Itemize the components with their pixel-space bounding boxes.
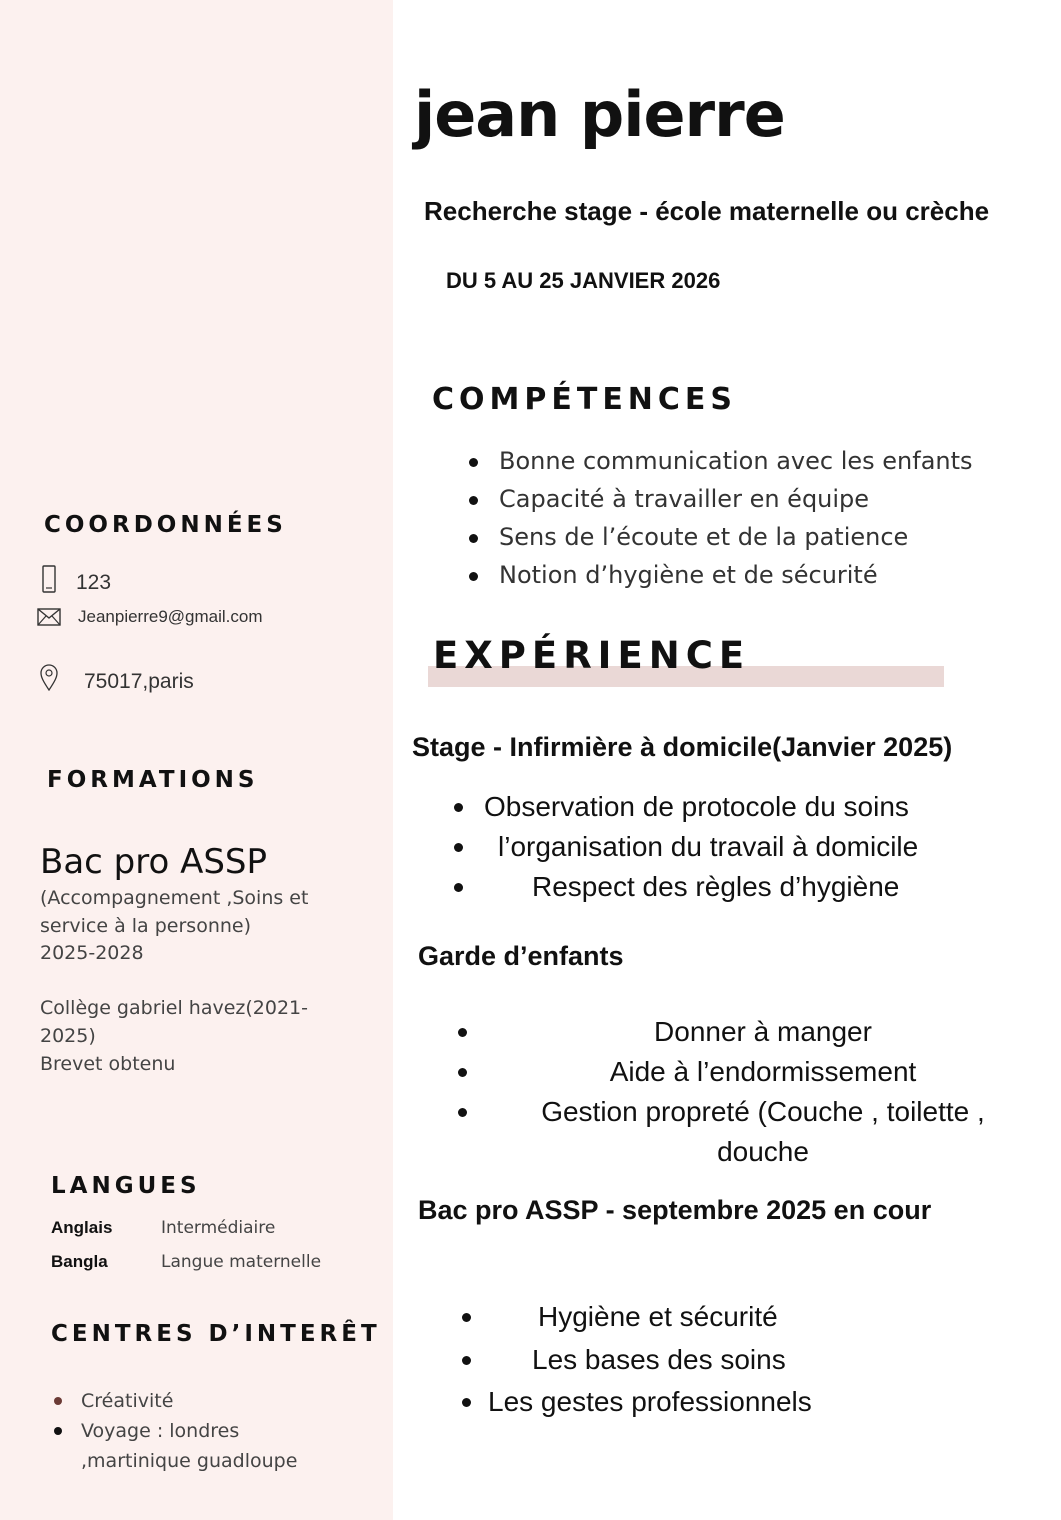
skills-section-title: COMPÉTENCES xyxy=(432,382,738,417)
college-line: 2025) xyxy=(40,1025,96,1047)
skill-item: Capacité à travailler en équipe xyxy=(469,485,973,523)
language-level: Langue maternelle xyxy=(161,1252,322,1272)
experience-item: Les bases des soins xyxy=(502,1340,902,1380)
interest-label: Voyage : londres xyxy=(81,1420,240,1442)
phone-icon xyxy=(36,565,62,593)
formations-section-title: FORMATIONS xyxy=(47,767,259,793)
experience-item: Donner à manger xyxy=(498,1012,1028,1052)
bullet-icon xyxy=(54,1397,62,1405)
job-search-subtitle: Recherche stage - école maternelle ou crèche xyxy=(424,196,990,226)
skill-item: Sens de l’écoute et de la patience xyxy=(469,523,973,561)
address-text: 75017,paris xyxy=(84,670,194,693)
experience-list xyxy=(498,1012,1028,1172)
interest-item xyxy=(54,1416,297,1446)
interest-item-continuation: ,martinique guadloupe xyxy=(81,1450,298,1472)
college-details xyxy=(40,994,308,1078)
degree-detail-line: 2025-2028 xyxy=(40,942,144,964)
language-name: Anglais xyxy=(51,1218,113,1237)
location-pin-icon xyxy=(36,663,62,691)
experience-list xyxy=(484,787,974,907)
degree-detail-line: service à la personne) xyxy=(40,914,252,937)
college-line: Brevet obtenu xyxy=(40,1053,176,1075)
languages-section-title: LANGUES xyxy=(51,1173,201,1199)
skill-item: Bonne communication avec les enfants xyxy=(469,447,973,485)
skill-item: Notion d’hygiène et de sécurité xyxy=(469,561,973,599)
candidate-name: jean pierre xyxy=(414,78,785,151)
interests-section-title: CENTRES D’INTERÊT xyxy=(51,1321,381,1347)
degree-title: Bac pro ASSP xyxy=(40,842,268,882)
experience-item: Les gestes professionnels xyxy=(502,1382,902,1422)
bullet-icon xyxy=(54,1427,62,1435)
skills-list xyxy=(469,447,973,599)
experience-item-continuation: douche xyxy=(717,1136,809,1167)
language-name: Bangla xyxy=(51,1252,108,1271)
experience-item: Aide à l’endormissement xyxy=(498,1052,1028,1092)
experience-item: Respect des règles d’hygiène xyxy=(494,867,974,907)
email-address: Jeanpierre9@gmail.com xyxy=(78,607,263,626)
experience-item: Hygiène et sécurité xyxy=(502,1297,902,1337)
contact-email xyxy=(36,607,263,627)
interests-list xyxy=(54,1386,297,1476)
sidebar xyxy=(0,0,393,1520)
degree-details xyxy=(40,885,308,968)
experience-heading: Stage - Infirmière à domicile(Janvier 2025) xyxy=(412,732,953,762)
mail-icon xyxy=(36,608,62,626)
phone-number: 123 xyxy=(76,571,112,594)
contact-address xyxy=(36,660,194,694)
language-row xyxy=(51,1252,321,1272)
availability-dates: DU 5 AU 25 JANVIER 2026 xyxy=(446,268,721,293)
language-row xyxy=(51,1218,275,1238)
experience-section-title: EXPÉRIENCE xyxy=(433,634,751,677)
language-level: Intermédiaire xyxy=(161,1218,276,1238)
experience-list xyxy=(488,1297,902,1422)
contact-section-title: COORDONNÉES xyxy=(44,512,287,538)
interest-item xyxy=(54,1386,297,1416)
experience-item: Gestion propreté (Couche , toilette , xyxy=(498,1092,1028,1132)
experience-heading: Garde d’enfants xyxy=(418,941,624,971)
experience-item: Observation de protocole du soins xyxy=(494,787,974,827)
experience-heading: Bac pro ASSP - septembre 2025 en cour xyxy=(418,1195,932,1225)
interest-label: Créativité xyxy=(81,1390,174,1412)
experience-item: l’organisation du travail à domicile xyxy=(494,827,974,867)
college-line: Collège gabriel havez(2021- xyxy=(40,997,309,1019)
contact-phone xyxy=(36,563,111,595)
degree-detail-line: (Accompagnement ,Soins et xyxy=(40,887,309,909)
